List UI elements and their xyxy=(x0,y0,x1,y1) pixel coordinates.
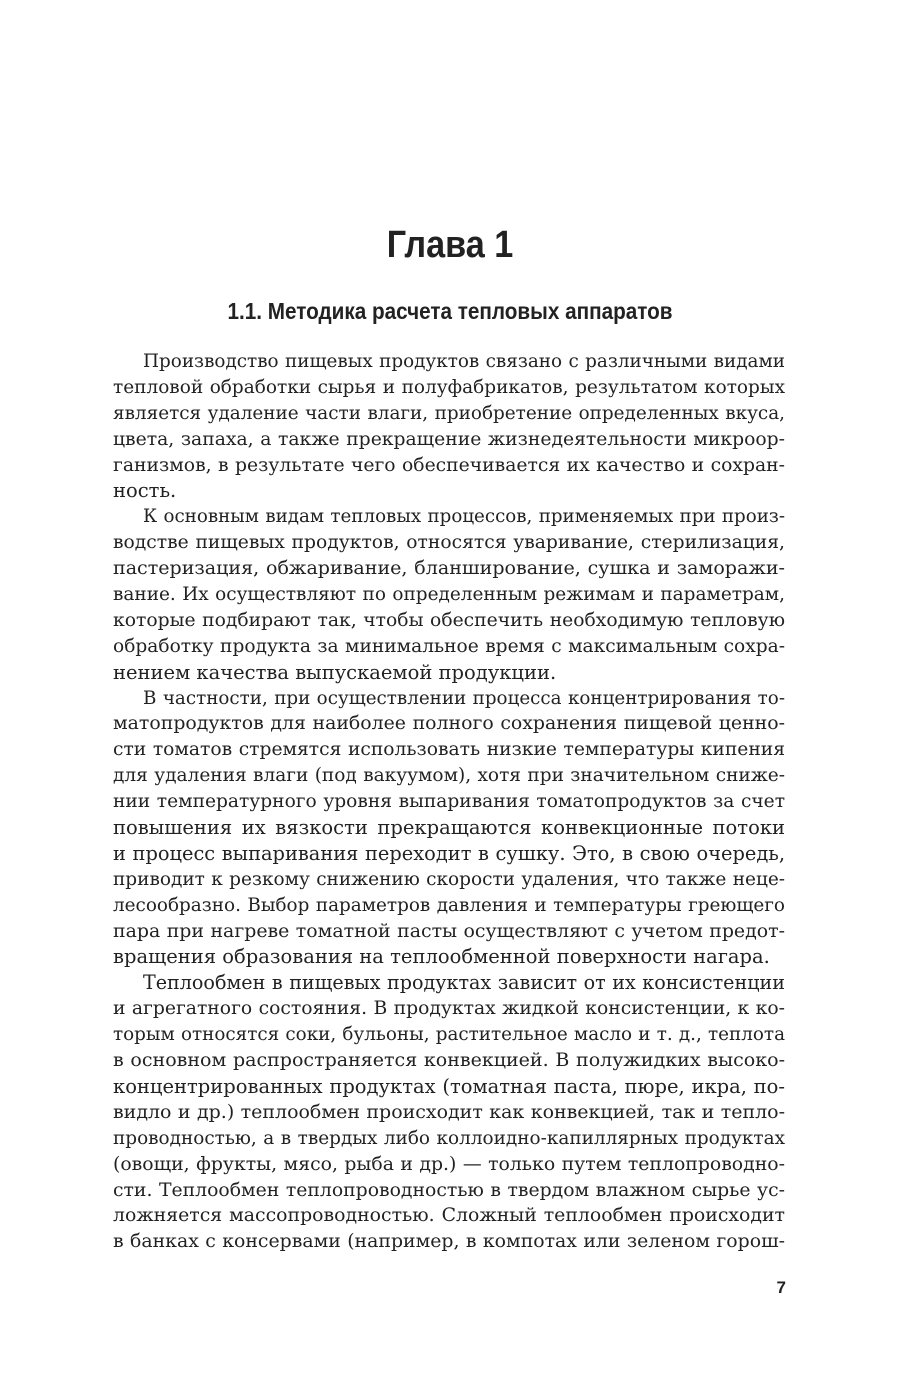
text-line: цвета, запаха, а также прекращение жизнедеятельности микроор- xyxy=(113,428,785,450)
text-line: ганизмов, в результате чего обеспечивается их качество и сохран- xyxy=(113,454,785,476)
text-line: ложняется массопроводностью. Сложный теплообмен происходит xyxy=(113,1204,785,1227)
text-line: матопродуктов для наиболее полного сохранения пищевой ценно- xyxy=(113,712,785,735)
text-line: обработку продукта за минимальное время с максимальным сохра- xyxy=(113,635,785,657)
text-line: нии температурного уровня выпаривания томатопродуктов за счет xyxy=(113,791,785,813)
text-line: является удаление части влаги, приобретение определенных вкуса, xyxy=(113,402,785,424)
text-line: тепловой обработки сырья и полуфабрикатов, результатом которых xyxy=(113,376,785,398)
text-line: для удаления влаги (под вакуумом), хотя при значительном сниже- xyxy=(113,765,785,787)
text-line: сти томатов стремятся использовать низкие температуры кипения xyxy=(113,739,785,761)
text-line: вращения образования на теплообменной поверхности нагара. xyxy=(113,945,770,969)
text-line: ность. xyxy=(113,479,177,503)
body-text xyxy=(113,349,785,1255)
text-line: нением качества выпускаемой продукции. xyxy=(113,660,557,684)
section-title: 1.1. Методика расчета тепловых аппаратов xyxy=(227,298,673,324)
text-line: в банках с консервами (например, в компотах или зеленом горош- xyxy=(113,1230,785,1253)
text-line: лесообразно. Выбор параметров давления и температуры греющего xyxy=(113,894,785,916)
page-number: 7 xyxy=(776,1278,786,1297)
text-line: повышения их вязкости прекращаются конвекционные потоки xyxy=(113,816,785,840)
text-line: которые подбирают так, чтобы обеспечить необходимую тепловую xyxy=(113,609,785,631)
paragraph-3 xyxy=(113,686,785,971)
text-line: торым относятся соки, бульоны, растительное масло и т. д., теплота xyxy=(113,1024,785,1046)
text-line: концентрированных продуктах (томатная паста, пюре, икра, по- xyxy=(113,1074,785,1098)
text-line: и процесс выпаривания переходит в сушку. Это, в свою очередь, xyxy=(113,841,785,865)
text-line: (овощи, фрукты, мясо, рыба и др.) — только путем теплопроводно- xyxy=(113,1153,785,1175)
text-line: в основном распространяется конвекцией. В полужидких высоко- xyxy=(113,1049,785,1072)
text-line: и агрегатного состояния. В продуктах жидкой консистенции, к ко- xyxy=(113,998,785,1020)
paragraph-4 xyxy=(113,970,785,1255)
text-line: сти. Теплообмен теплопроводностью в твердом влажном сырье ус- xyxy=(113,1179,785,1201)
text-line: проводностью, а в твердых либо коллоидно-капиллярных продуктах xyxy=(113,1127,785,1149)
text-line: водстве пищевых продуктов, относятся уваривание, стерилизация, xyxy=(113,532,785,554)
paragraph-2 xyxy=(113,504,785,685)
text-line: вание. Их осуществляют по определенным режимам и параметрам, xyxy=(113,584,785,606)
paragraph-1 xyxy=(113,349,785,504)
text-line: пара при нагреве томатной пасты осуществляют с учетом предот- xyxy=(113,919,785,942)
text-line: К основным видам тепловых процессов, применяемых при произ- xyxy=(143,506,785,528)
text-line: Теплообмен в пищевых продуктах зависит от их консистенции xyxy=(143,971,785,995)
text-line: видло и др.) теплообмен происходит как конвекцией, так и тепло- xyxy=(113,1100,785,1123)
chapter-title: Глава 1 xyxy=(386,224,514,266)
text-line: приводит к резкому снижению скорости удаления, что также неце- xyxy=(113,868,785,890)
text-line: В частности, при осуществлении процесса концентрирования то- xyxy=(143,687,785,709)
text-line: Производство пищевых продуктов связано с различными видами xyxy=(143,351,785,372)
text-line: пастеризация, обжаривание, бланширование, сушка и заморажи- xyxy=(113,557,785,580)
